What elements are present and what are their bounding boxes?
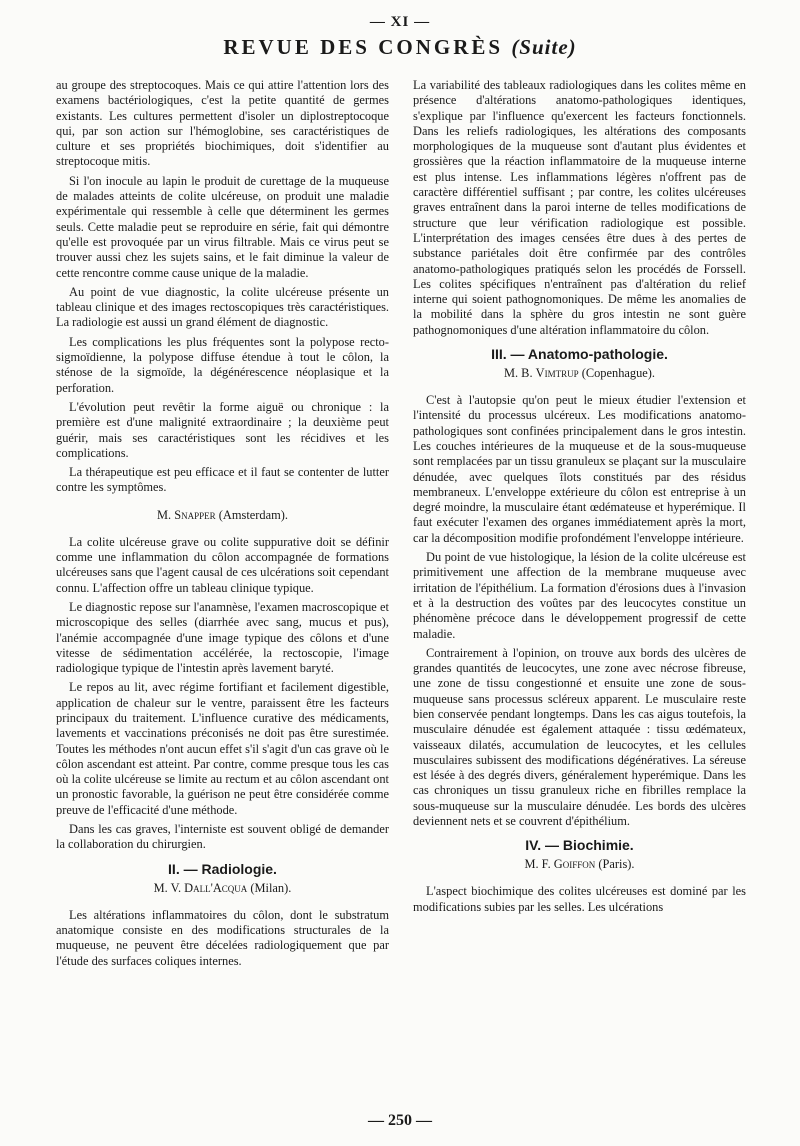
paragraph: La thérapeutique est peu efficace et il faut se contenter de lutter contre les symptômes. <box>56 465 389 495</box>
paragraph: Les complications les plus fréquentes sont la polypose recto-sigmoïdienne, la polypose diffuse étendue à tout le côlon, la sténose de la sigmoïde, la dégénérescence néoplasique et la perforation. <box>56 334 389 395</box>
author-line <box>56 508 389 523</box>
paragraph: au groupe des streptocoques. Mais ce qui attire l'attention lors des examens bactériologiques, c'est la petite quantité de germes existants. Les cultures permettent d'isoler un diplostreptocoque qui, par son action sur l'hémoglobine, ses caractéristiques de culture et ses propriétés biochimiques, doit s'identifier au streptocoque mitis. <box>56 78 389 169</box>
title-main: REVUE DES CONGRÈS <box>223 35 504 59</box>
paragraph: L'évolution peut revêtir la forme aiguë ou chronique : la première est d'une malignité extraordinaire ; la deuxième peut guérir, mais ses caractéristiques sont les récidives et les complications. <box>56 399 389 460</box>
paragraph: Le repos au lit, avec régime fortifiant et facilement digestible, application de chaleur sur le ventre, paraissent être les facteurs principaux du traitement. L'influence curative des médicaments, lavements et vaccinations préconisés ne doit pas être surestimée. Toutes les méthodes n'ont aucun effet s'il s'agit d'un cas grave où le côlon ascendant est atteint. Par contre, comme presque tous les cas où la colite ulcéreuse se limite au rectum et au côlon ascendant ont un pronostic favorable, la guérison ne peut être considérée comme preuve de l'efficacité d'une méthode. <box>56 680 389 817</box>
author-line <box>413 857 746 872</box>
paragraph: Si l'on inocule au lapin le produit de curettage de la muqueuse de malades atteints de colite ulcéreuse, on produit une maladie expérimentale qui ressemble à celle que déterminent les germes seuls. Cette maladie peut se reproduire en série, fait qui démontre qu'elle est provoquée par un virus filtrable. Mais ce virus peut se trouver aussi chez les sujets sains, et le fait diminue la valeur de cette rencontre comme cause unique de la maladie. <box>56 173 389 280</box>
left-column <box>56 78 389 1098</box>
author-name: Goiffon <box>553 857 596 872</box>
page-roman-numeral: — XI — <box>369 14 431 30</box>
article-columns <box>56 78 746 1098</box>
author-place: (Copenhague). <box>581 366 656 381</box>
page-header <box>0 14 800 60</box>
section-heading: III. — Anatomo-pathologie. <box>491 346 668 363</box>
author-prefix: M. <box>157 507 172 522</box>
paragraph: Contrairement à l'opinion, on trouve aux bords des ulcères de grandes quantités de leucocytes, une zone avec nécrose fibreuse, une zone de tissu congestionné et ensuite une zone de sous-muqueuse sans processus scléreux apparent. Le musculaire reste bien conservée pendant longtemps. Dans les cas aigus toutefois, la musculaire dénudée est également attaquée : tissu œdémateux, vaisseaux dilatés, accumulation de leucocytes, et les cellules musculaires subissent des modifications dégénératives. La séreuse est lésée à des degrés divers, généralement hyperémique. Dans les cas chroniques un tissu granuleux riche en fibrilles remplace la sous-muqueuse sur la musculaire dénudée. Les bords des ulcères deviennent nets et se couvrent d'épithélium. <box>413 645 746 829</box>
paragraph: Du point de vue histologique, la lésion de la colite ulcéreuse est primitivement une affection de la membrane muqueuse avec irritation de l'épithélium. La formation d'érosions dues à l'invasion et à la destruction des voûtes par des leucocytes constitue un phénomène précoce dans le développement progressif de cette maladie. <box>413 550 746 641</box>
paragraph: C'est à l'autopsie qu'on peut le mieux étudier l'extension et l'intensité du processus ulcéreux. Les modifications anatomo-pathologiques sont confinées principalement dans le gros intestin. Les couches intérieures de la muqueuse et de la sous-muqueuse sont remplacées par un tissu granuleux se plaçant sur la musculaire dénudée, avec quelques îlots constitués par des résidus membraneux. L'enveloppe extérieure du côlon est entreprise à un degré moindre, la musculaire étant œdémateuse et hyperémique. Il faut exécuter l'examen des organes immédiatement après la mort, car la décomposition modifie profondément l'enveloppe intérieure. <box>413 393 746 545</box>
right-column <box>413 78 746 1098</box>
author-prefix: M. B. <box>503 366 533 381</box>
author-place: (Amsterdam). <box>218 507 288 522</box>
paragraph: Dans les cas graves, l'interniste est souvent obligé de demander la collaboration du chirurgien. <box>56 822 389 852</box>
author-line <box>413 366 746 381</box>
author-name: Snapper <box>174 507 216 522</box>
paragraph: La variabilité des tableaux radiologiques dans les colites même en présence d'altérations anatomo-pathologiques identiques, s'explique par l'influence qu'exercent les facteurs fonctionnels. Dans les reliefs radiologiques, les altérations des composants morphologiques de la muqueuse sont d'autant plus évidentes et grossières que la réaction inflammatoire de la muqueuse interne est plus intense. Les inflammations légères n'offrent pas de caractère différentiel suffisant ; par contre, les colites ulcéreuses graves entraînent dans la paroi interne de telles modifications de structure que leur vérification radiologique est possible. L'interprétation des images censées être dues à des pertes de substance pariétales doit être confirmée par des contrôles anatomo-pathologiques pratiqués selon les procédés de Forssell. Les colites spécifiques n'entraînent pas d'altération du relief interne qui soient pathognomoniques. De même les anomalies de la mobilité dans la sphère du gros intestin ne sont guère pathognomoniques d'une altération inflammatoire du côlon. <box>413 78 746 337</box>
author-place: (Milan). <box>250 880 292 895</box>
author-prefix: M. V. <box>153 880 182 895</box>
section-heading: II. — Radiologie. <box>168 860 277 877</box>
author-prefix: M. F. <box>524 857 551 872</box>
author-name: Vimtrup <box>535 366 579 381</box>
paragraph: Au point de vue diagnostic, la colite ulcéreuse présente un tableau clinique et des images rectoscopiques très caractéristiques. La radiologie est aussi un grand élément de diagnostic. <box>56 284 389 330</box>
author-name: Dall'Acqua <box>184 880 248 895</box>
paragraph: L'aspect biochimique des colites ulcéreuses est dominé par les modifications subies par les selles. Les ulcérations <box>413 884 746 914</box>
author-place: (Paris). <box>598 857 635 872</box>
paragraph: La colite ulcéreuse grave ou colite suppurative doit se définir comme une inflammation du côlon accompagnée de formations ulcéreuses sans que l'agent causal de ces ulcérations soit cependant connu. L'affection offre un tableau clinique typique. <box>56 534 389 595</box>
page-number: — 250 — <box>368 1112 432 1129</box>
author-line <box>56 881 389 896</box>
title-suffix: (Suite) <box>511 35 577 59</box>
paragraph: Le diagnostic repose sur l'anamnèse, l'examen macroscopique et microscopique des selles (diarrhée avec sang, mucus et pus), l'anémie accompagnée d'une image typique des côlons et d'une vitesse de sédimentation accélérée, la rectoscopie, l'image radiologique typique de l'intestin après lavement baryté. <box>56 599 389 676</box>
section-heading: IV. — Biochimie. <box>525 837 634 854</box>
page-title <box>0 35 800 60</box>
paragraph: Les altérations inflammatoires du côlon, dont le substratum anatomique consiste en des modifications structurales de la muqueuse, ne peuvent être décelées radiologiquement que par l'étude des surfaces coliques internes. <box>56 907 389 968</box>
